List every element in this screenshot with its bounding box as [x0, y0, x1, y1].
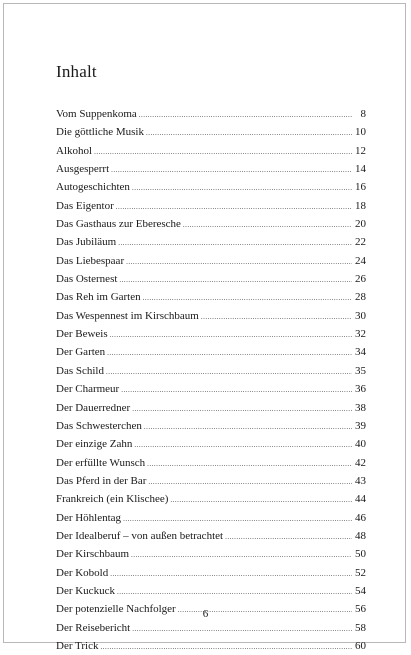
toc-entry — [56, 178, 366, 196]
toc-entry-title: Alkohol — [56, 144, 93, 157]
dot-leader — [100, 637, 352, 655]
toc-entry-page: 44 — [355, 493, 366, 506]
toc-entry — [56, 545, 366, 563]
toc-entry-page: 30 — [355, 309, 366, 322]
dot-leader — [131, 545, 352, 563]
toc-entry-title: Die göttliche Musik — [56, 126, 144, 139]
dot-leader — [123, 509, 352, 527]
toc-entry — [56, 105, 366, 123]
dot-leader — [132, 619, 352, 637]
toc-entry-title: Der Idealberuf – von außen betrachtet — [56, 529, 224, 542]
dot-leader — [143, 288, 352, 306]
dot-leader — [106, 362, 352, 380]
toc-entry-page: 38 — [355, 401, 366, 414]
dot-leader — [132, 178, 352, 196]
dot-leader — [201, 307, 352, 325]
dot-leader — [132, 399, 352, 417]
toc-entry-title: Der Kobold — [56, 566, 109, 579]
toc-entry — [56, 252, 366, 270]
toc-entry-page: 24 — [355, 254, 366, 267]
toc-entry — [56, 233, 366, 251]
toc-entry — [56, 123, 366, 141]
toc-entry-title: Autogeschichten — [56, 181, 130, 194]
dot-leader — [147, 454, 352, 472]
dot-leader — [134, 435, 352, 453]
toc-entry — [56, 215, 366, 233]
toc-entry — [56, 472, 366, 490]
dot-leader — [94, 142, 352, 160]
toc-entry-title: Das Wespennest im Kirschbaum — [56, 309, 199, 322]
dot-leader — [117, 582, 352, 600]
toc-entry-page: 43 — [355, 474, 366, 487]
toc-entry — [56, 160, 366, 178]
toc-entry-title: Ausgesperrt — [56, 163, 110, 176]
dot-leader — [118, 233, 352, 251]
dot-leader — [146, 123, 352, 141]
toc-entry — [56, 582, 366, 600]
toc-entry — [56, 343, 366, 361]
toc-entry-page: 58 — [355, 621, 366, 634]
toc-entry-title: Der Garten — [56, 346, 106, 359]
toc-entry-title: Der Höhlentag — [56, 511, 122, 524]
toc-entry — [56, 380, 366, 398]
toc-entry — [56, 454, 366, 472]
toc-entry — [56, 564, 366, 582]
toc-entry-page: 26 — [355, 273, 366, 286]
toc-entry-title: Das Reh im Garten — [56, 291, 141, 304]
toc-entry — [56, 197, 366, 215]
toc-entry — [56, 619, 366, 637]
toc-entry-title: Der einzige Zahn — [56, 438, 133, 451]
toc-entry-page: 14 — [355, 163, 366, 176]
toc-entry-title: Frankreich (ein Klischee) — [56, 493, 169, 506]
toc-entry-page: 16 — [355, 181, 366, 194]
toc-entry-page: 28 — [355, 291, 366, 304]
toc-entry — [56, 435, 366, 453]
toc-entry-page: 12 — [355, 144, 366, 157]
toc-entry-page: 52 — [355, 566, 366, 579]
toc-entry — [56, 637, 366, 655]
toc-entry-title: Der Dauerredner — [56, 401, 131, 414]
toc-entry — [56, 142, 366, 160]
dot-leader — [139, 105, 352, 123]
dot-leader — [110, 325, 352, 343]
toc-entry-title: Vom Suppenkoma — [56, 108, 137, 120]
toc-entry-page: 34 — [355, 346, 366, 359]
dot-leader — [111, 160, 352, 178]
toc-entry-title: Der erfüllte Wunsch — [56, 456, 146, 469]
toc-entry-page: 20 — [355, 218, 366, 231]
toc-entry-page: 18 — [355, 199, 366, 212]
toc-entry-page: 42 — [355, 456, 366, 469]
toc-entry-page: 46 — [355, 511, 366, 524]
toc-entry-title: Der Reisebericht — [56, 621, 131, 634]
toc-entry-page: 40 — [355, 438, 366, 451]
toc-entry-title: Das Jubiläum — [56, 236, 117, 249]
toc-entry — [56, 307, 366, 325]
toc-entry — [56, 490, 366, 508]
dot-leader — [116, 197, 352, 215]
toc-entry — [56, 270, 366, 288]
toc-entry-title: Der Kirschbaum — [56, 548, 130, 561]
toc-entry-title: Das Liebespaar — [56, 254, 125, 267]
toc-entry-title: Der Kuckuck — [56, 584, 115, 597]
toc-entry-page: 8 — [360, 108, 366, 120]
toc-entry-title: Das Eigentor — [56, 199, 114, 212]
toc-entry-page: 10 — [355, 126, 366, 139]
toc-entry — [56, 325, 366, 343]
toc-entry-title: Das Gasthaus zur Eberesche — [56, 218, 181, 231]
dot-leader — [107, 343, 352, 361]
toc-entry-page: 60 — [355, 639, 366, 652]
toc-entry-title: Das Schild — [56, 364, 104, 377]
toc-entry-page: 48 — [355, 529, 366, 542]
dot-leader — [148, 472, 352, 490]
toc-entry-title: Der potenzielle Nachfolger — [56, 603, 176, 616]
dot-leader — [126, 252, 352, 270]
toc-entry-title: Das Osternest — [56, 273, 118, 286]
toc-entry — [56, 362, 366, 380]
dot-leader — [121, 380, 352, 398]
toc-entry-page: 35 — [355, 364, 366, 377]
dot-leader — [119, 270, 352, 288]
toc-title: Inhalt — [56, 62, 97, 81]
toc-entry-title: Der Beweis — [56, 328, 108, 341]
toc-entry — [56, 417, 366, 435]
page-number: 6 — [202, 608, 209, 620]
toc-entry — [56, 288, 366, 306]
dot-leader — [144, 417, 352, 435]
toc-entry-title: Der Charmeur — [56, 383, 120, 396]
toc-entry-page: 56 — [355, 603, 366, 616]
toc-entry — [56, 509, 366, 527]
toc-entry-page: 32 — [355, 328, 366, 341]
toc-entry-title: Der Trick — [56, 639, 99, 652]
dot-leader — [110, 564, 352, 582]
toc-entry-page: 22 — [355, 236, 366, 249]
toc-entry-page: 39 — [355, 419, 366, 432]
toc-entry-page: 54 — [355, 584, 366, 597]
page — [3, 3, 406, 652]
toc-list — [56, 105, 366, 655]
toc-entry — [56, 399, 366, 417]
dot-leader — [170, 490, 352, 508]
toc-entry-page: 50 — [355, 548, 366, 561]
dot-leader — [225, 527, 352, 545]
toc-entry-page: 36 — [355, 383, 366, 396]
toc-entry-title: Das Schwesterchen — [56, 419, 142, 432]
toc-entry — [56, 527, 366, 545]
dot-leader — [183, 215, 352, 233]
toc-entry-title: Das Pferd in der Bar — [56, 474, 147, 487]
